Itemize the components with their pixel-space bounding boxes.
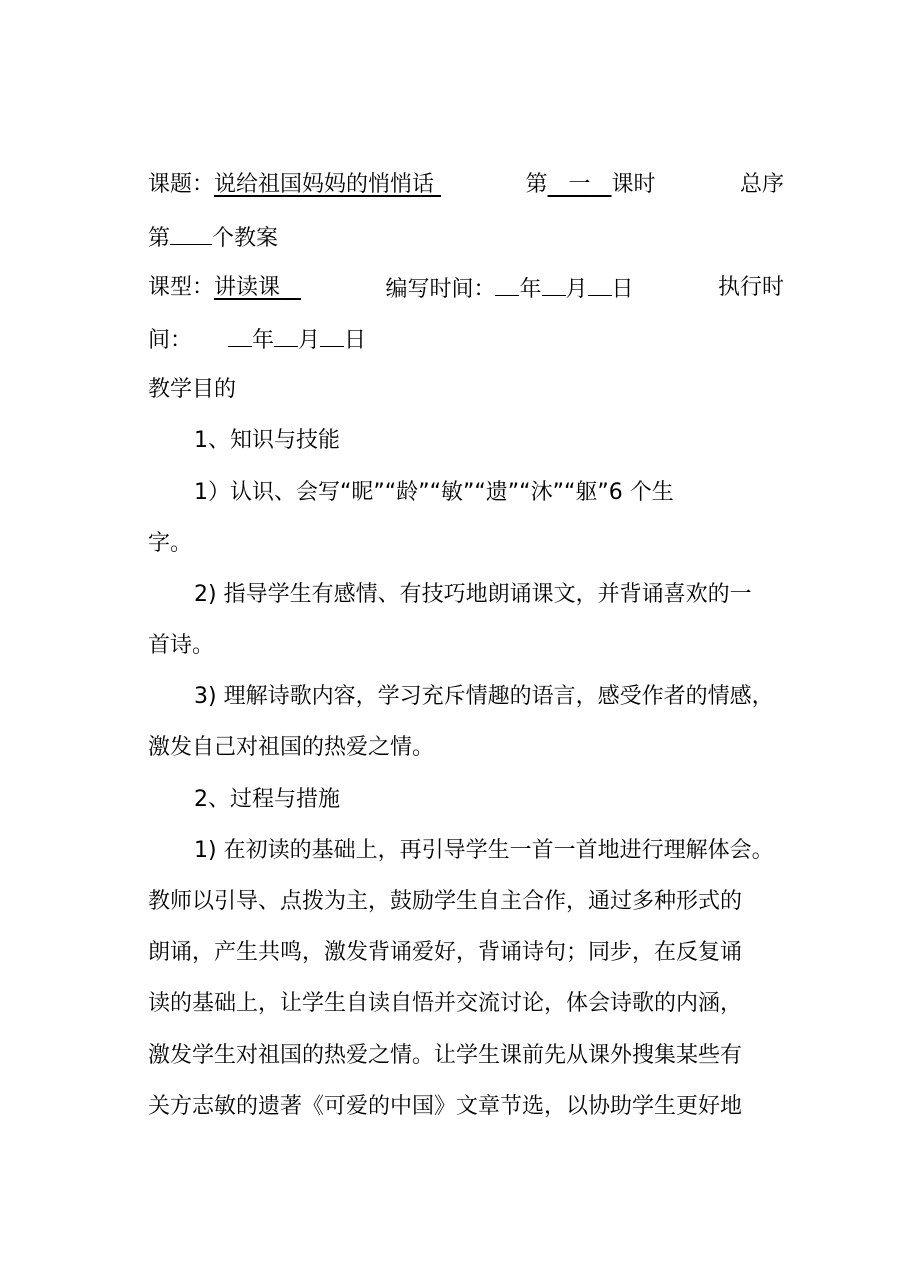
exec-year: 年 — [252, 328, 275, 353]
item1-1-line1: 1）认识、会写“昵”“龄”“敏”“遗”“沐”“躯”6 个生 — [194, 480, 674, 505]
exec-day: 日 — [344, 328, 367, 353]
lesson-group — [526, 170, 656, 200]
item2-1-line2: 教师以引导、点拨为主，鼓励学生自主合作，通过多种形式的 — [148, 889, 743, 914]
lesson-prefix: 第 — [525, 172, 548, 197]
item2-title: 2、过程与措施 — [194, 787, 340, 812]
type-value: 讲读课 — [214, 275, 281, 300]
lesson-number: 一 — [568, 172, 591, 197]
topic-group — [148, 170, 441, 200]
item2-1-line1: 1) 在初读的基础上，再引导学生一首一首地进行理解体会。 — [194, 838, 774, 863]
type-group — [148, 273, 301, 305]
exec-time-label-1: 执行时 — [717, 275, 784, 300]
exec-month: 月 — [298, 328, 321, 353]
topic-label: 课题： — [148, 172, 215, 197]
exec-time-label-2: 间： — [148, 328, 193, 353]
section-title: 教学目的 — [148, 377, 237, 402]
item1-2-line2: 首诗。 — [148, 633, 215, 658]
write-year: 年 — [519, 277, 542, 302]
lesson-suffix: 课时 — [611, 172, 656, 197]
item1-3-line2: 激发自己对祖国的热爱之情。 — [148, 735, 435, 760]
topic-title: 说给祖国妈妈的悄悄话 — [214, 172, 435, 197]
item2-1-line3: 朗诵，产生共鸣，激发背诵爱好，背诵诗句；同步，在反复诵 — [148, 940, 743, 965]
exec-time-line — [148, 324, 784, 356]
plan-prefix: 第 — [148, 226, 171, 251]
write-month: 月 — [565, 277, 588, 302]
plan-number-line — [148, 222, 784, 254]
type-time-line — [148, 273, 784, 305]
header-topic-line — [148, 170, 784, 200]
write-day: 日 — [611, 277, 634, 302]
type-label: 课型： — [148, 275, 215, 300]
item2-1-line5: 激发学生对祖国的热爱之情。让学生课前先从课外搜集某些有 — [148, 1043, 743, 1068]
item1-title: 1、知识与技能 — [194, 428, 340, 453]
item1-1-line2: 字。 — [148, 531, 193, 556]
write-time-label: 编写时间： — [385, 277, 496, 302]
item1-3-line1: 3) 理解诗歌内容，学习充斥情趣的语言，感受作者的情感， — [194, 684, 774, 709]
plan-suffix: 个教案 — [212, 226, 279, 251]
total-label: 总序 — [739, 172, 784, 197]
plan-number-blank — [170, 222, 212, 245]
item2-1-line6: 关方志敏的遗著《可爱的中国》文章节选，以协助学生更好地 — [148, 1094, 743, 1119]
write-time-group — [385, 273, 633, 305]
item1-2-line1: 2) 指导学生有感情、有技巧地朗诵课文，并背诵喜欢的一 — [194, 582, 752, 607]
item2-1-line4: 读的基础上，让学生自读自悟并交流讨论，体会诗歌的内涵， — [148, 991, 743, 1016]
